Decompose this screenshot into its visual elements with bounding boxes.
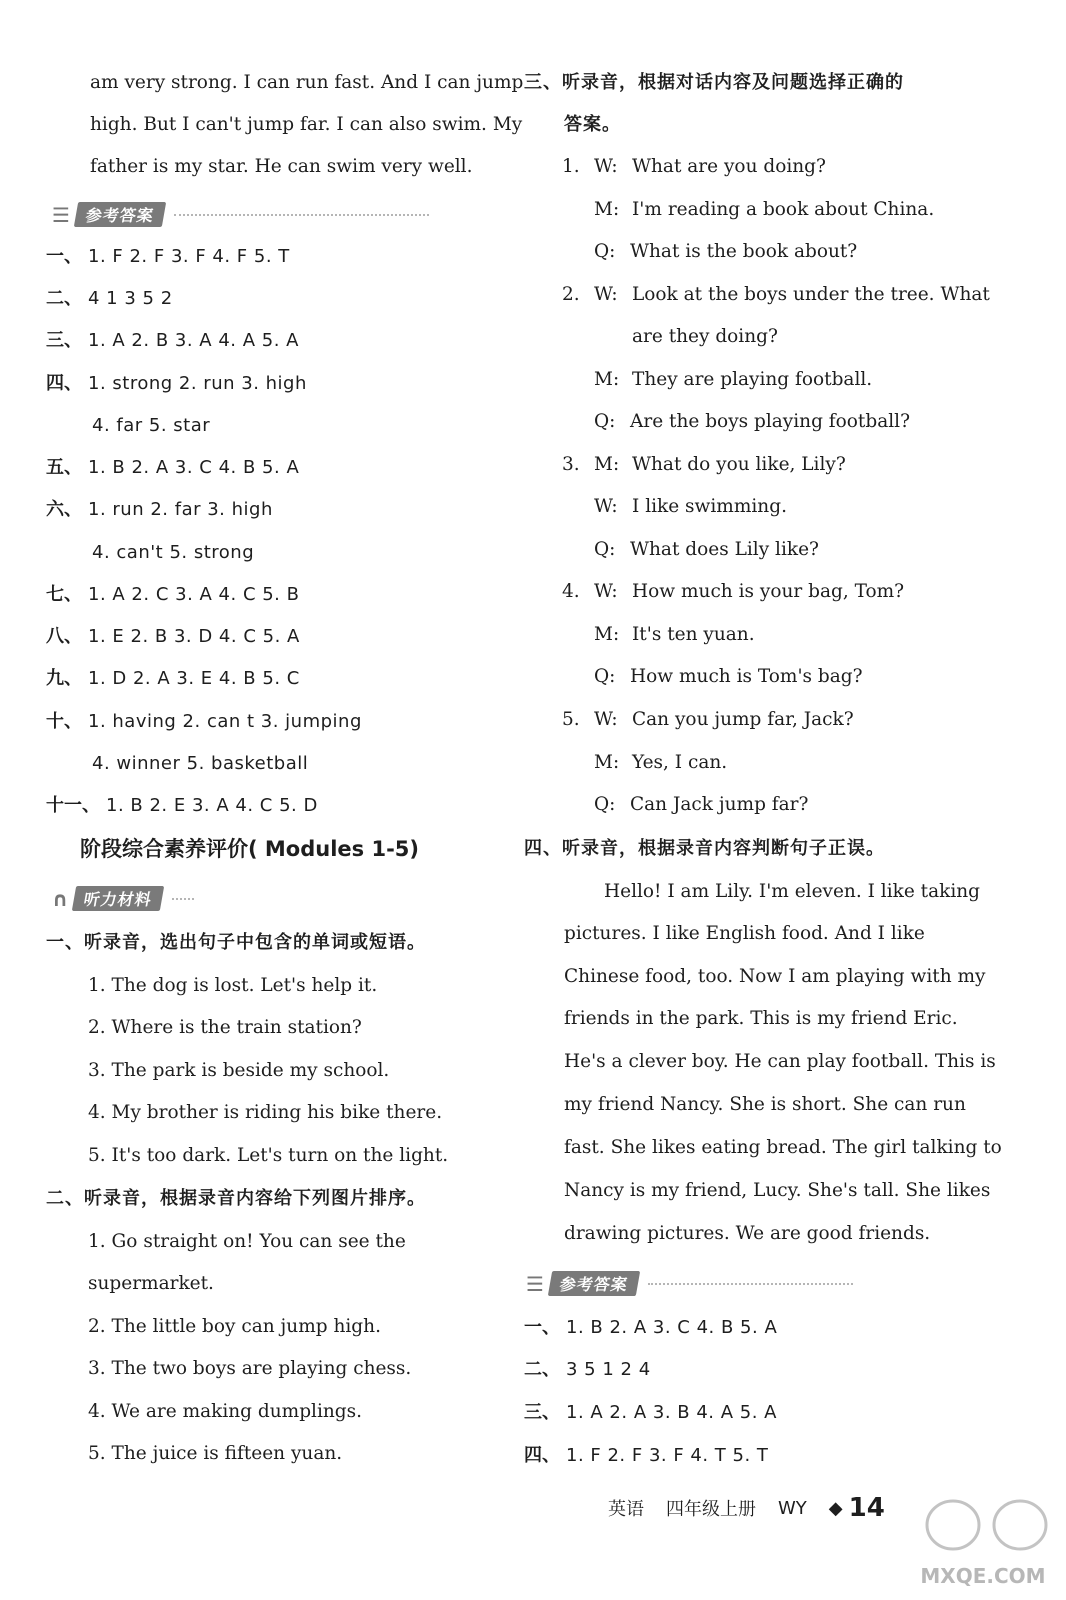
dialogue-line: I'm reading a book about China. [632,199,935,220]
answer-row: 九、 1. D 2. A 3. E 4. B 5. C [46,668,300,689]
footer-grade: 四年级上册 [666,1499,756,1520]
answer-row: 十、 1. having 2. can t 3. jumping [46,711,362,732]
answer-row: 八、 1. E 2. B 3. D 4. C 5. A [46,626,300,647]
list-item: 2. The little boy can jump high. [88,1316,381,1337]
watermark-text: MXQE.COM [920,1564,1046,1588]
footer-edition: WY [778,1497,807,1519]
section-heading: 阶段综合素养评价( Modules 1-5) [80,837,420,861]
list-item: 2. Where is the train station? [88,1017,362,1038]
dotted-rule [648,1283,853,1285]
speaker: W: [594,284,618,305]
dialogue-number: 4. [562,581,580,602]
dialogue-line: What does Lily like? [630,539,819,560]
list-item: 3. The two boys are playing chess. [88,1358,412,1379]
speaker: Q: [594,794,616,815]
answer-row: 4. far 5. star [92,415,211,436]
speaker: Q: [594,666,616,687]
dialogue-line: How much is your bag, Tom? [632,581,905,602]
passage-line: friends in the park. This is my friend Eric. [564,1008,958,1029]
dialogue-line: are they doing? [632,326,778,347]
answer-row: 二、 3 5 1 2 4 [524,1359,651,1380]
dotted-rule [174,214,429,216]
passage-line: my friend Nancy. She is short. She can run [564,1094,966,1115]
answer-row: 四、 1. strong 2. run 3. high [46,373,307,394]
dialogue-line: They are playing football. [632,369,873,390]
story-line: high. But I can't jump far. I can also swim. My [90,114,523,135]
speaker: Q: [594,539,616,560]
dialogue-line: How much is Tom's bag? [630,666,863,687]
speaker: W: [594,156,618,177]
dialogue-line: What are you doing? [632,156,826,177]
dialogue-line: Are the boys playing football? [630,411,910,432]
answer-row: 六、 1. run 2. far 3. high [46,499,273,520]
dialogue-line: Look at the boys under the tree. What [632,284,990,305]
list-item: supermarket. [88,1273,214,1294]
answer-row: 三、 1. A 2. B 3. A 4. A 5. A [46,330,299,351]
list-item: 1. Go straight on! You can see the [88,1231,406,1252]
question-title: 一、听录音，选出句子中包含的单词或短语。 [46,932,426,953]
question-title: 二、听录音，根据录音内容给下列图片排序。 [46,1188,426,1209]
dotted-rule [172,898,194,900]
answer-row: 七、 1. A 2. C 3. A 4. C 5. B [46,584,300,605]
passage-line: He's a clever boy. He can play football. This is [564,1051,996,1072]
story-line: father is my star. He can swim very well. [90,156,473,177]
list-item: 1. The dog is lost. Let's help it. [88,975,378,996]
list-item: 5. It's too dark. Let's turn on the light. [88,1145,449,1166]
answer-row: 一、 1. B 2. A 3. C 4. B 5. A [524,1317,778,1338]
speaker: M: [594,454,620,475]
page-footer [608,1493,907,1523]
speaker: W: [594,581,618,602]
speaker: Q: [594,411,616,432]
footer-subject: 英语 [608,1499,644,1520]
dialogue-line: Can you jump far, Jack? [632,709,854,730]
answer-key-icon: ☰ [526,1271,544,1296]
list-item: 4. My brother is riding his bike there. [88,1102,443,1123]
answer-row: 一、 1. F 2. F 3. F 4. F 5. T [46,246,290,267]
answer-key-label: 参考答案 [548,1271,640,1296]
answer-row: 十一、 1. B 2. E 3. A 4. C 5. D [46,795,318,816]
dialogue-number: 2. [562,284,580,305]
list-item: 3. The park is beside my school. [88,1060,390,1081]
speaker: M: [594,752,620,773]
passage-line: drawing pictures. We are good friends. [564,1223,931,1244]
answer-row: 4. can't 5. strong [92,542,255,563]
question-title: 四、听录音，根据录音内容判断句子正误。 [524,838,885,859]
headphones-icon: ∩ [52,886,69,911]
speaker: Q: [594,241,616,262]
speaker: M: [594,369,620,390]
dialogue-number: 3. [562,454,580,475]
listening-material-tag [52,886,194,911]
footer-arrow-icon: ◆ [828,1497,843,1519]
dialogue-line: It's ten yuan. [632,624,755,645]
answer-key-tag [52,202,429,227]
passage-line: fast. She likes eating bread. The girl talking to [564,1137,1002,1158]
passage-line: Hello! I am Lily. I'm eleven. I like taking [604,881,980,902]
question-title-cont: 答案。 [564,114,621,135]
answer-row: 三、 1. A 2. A 3. B 4. A 5. A [524,1402,777,1423]
passage-line: Chinese food, too. Now I am playing with my [564,966,986,987]
page-number: 14 [848,1493,885,1523]
list-item: 4. We are making dumplings. [88,1401,363,1422]
answer-row: 五、 1. B 2. A 3. C 4. B 5. A [46,457,300,478]
dialogue-line: What is the book about? [630,241,858,262]
list-item: 5. The juice is fifteen yuan. [88,1443,343,1464]
watermark-logo [908,1495,1058,1595]
dialogue-line: Can Jack jump far? [630,794,809,815]
story-line: am very strong. I can run fast. And I can jump [90,72,524,93]
dialogue-number: 5. [562,709,580,730]
dialogue-line: Yes, I can. [632,752,728,773]
listening-material-label: 听力材料 [72,886,164,911]
passage-line: Nancy is my friend, Lucy. She's tall. She likes [564,1180,991,1201]
speaker: W: [594,709,618,730]
answer-row: 二、 4 1 3 5 2 [46,288,173,309]
passage-line: pictures. I like English food. And I like [564,923,925,944]
speaker: M: [594,624,620,645]
speaker: W: [594,496,618,517]
question-title: 三、听录音，根据对话内容及问题选择正确的 [524,72,904,93]
answer-row: 四、 1. F 2. F 3. F 4. T 5. T [524,1445,769,1466]
dialogue-line: What do you like, Lily? [632,454,846,475]
answer-key-icon: ☰ [52,202,70,227]
speaker: M: [594,199,620,220]
answer-row: 4. winner 5. basketball [92,753,309,774]
dialogue-line: I like swimming. [632,496,787,517]
answer-key-tag [526,1271,853,1296]
dialogue-number: 1. [562,156,580,177]
answer-key-label: 参考答案 [74,202,166,227]
